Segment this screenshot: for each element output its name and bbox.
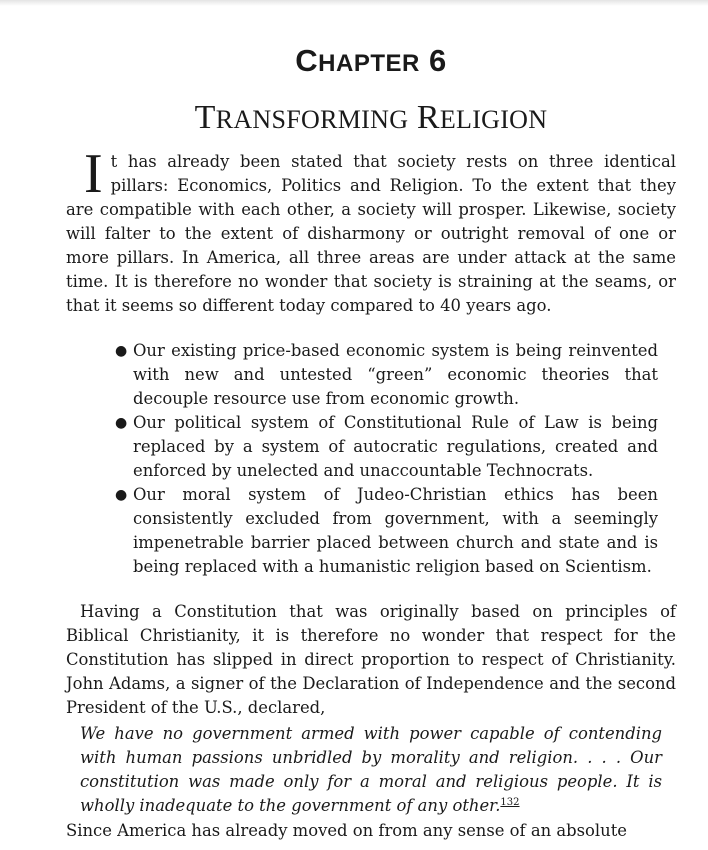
bullet-icon: ● (115, 343, 128, 359)
constitution-paragraph: Having a Constitution that was originally based on principles of Biblical Christianity, it is therefore no wonder that respect for the Constitution has slipped in direct proportion to respect of Christianity. John Adams, a signer of the Declaration of Independence and the second President of the U.S., declared, (66, 602, 676, 717)
chapter-title (66, 97, 676, 141)
closing-paragraph: Since America has already moved on from any sense of an absolute (66, 821, 627, 840)
adams-quote (80, 722, 662, 818)
list-item (115, 411, 658, 483)
list-item (115, 483, 658, 579)
bullet-list (115, 339, 658, 579)
bullet-icon: ● (115, 415, 128, 431)
bullet-icon: ● (115, 487, 128, 503)
list-item (115, 339, 658, 411)
chapter-number-heading (66, 42, 676, 83)
intro-paragraph (66, 143, 676, 318)
title-word1-initial: T (194, 99, 216, 136)
chapter-label-initial: C (295, 43, 319, 78)
footnote-ref[interactable]: 132 (500, 797, 520, 808)
bullet-text: Our moral system of Judeo-Christian ethics has been consistently excluded from government, with a seemingly impenetrable barrier placed between church and state and is being replaced with a humanistic religion based on Scientism. (133, 485, 658, 576)
drop-cap: I (84, 143, 103, 205)
intro-text: t has already been stated that society rests on three identical pillars: Economics, Politics and Religion. To the extent that they are compatible with each other, a society will prosper. Likewise, society will falter to the extent of disharmony or outright removal of one or more pillars. In America, all three areas are under attack at the same time. It is therefore no wonder that society is straining at the seams, or that it seems so different today compared to 40 years ago. (66, 152, 676, 315)
quote-text: We have no government armed with power capable of contending with human passions unbridled by morality and religion. . . . Our constitution was made only for a moral and religious people. It is wholly inadequate to the government of any other. (80, 724, 662, 815)
page-top-shadow (0, 0, 708, 6)
title-word2-rest: ELIGION (439, 105, 548, 134)
chapter-number: 6 (428, 43, 447, 78)
title-word2-initial: R (416, 99, 440, 136)
title-word1-rest: RANSFORMING (215, 105, 409, 134)
bullet-text: Our existing price-based economic system is being reinvented with new and untested “green” economic theories that decouple resource use from economic growth. (133, 341, 658, 408)
chapter-label-rest: HAPTER (318, 50, 420, 77)
bullet-text: Our political system of Constitutional Rule of Law is being replaced by a system of autocratic regulations, created and enforced by unelected and unaccountable Technocrats. (133, 413, 658, 480)
